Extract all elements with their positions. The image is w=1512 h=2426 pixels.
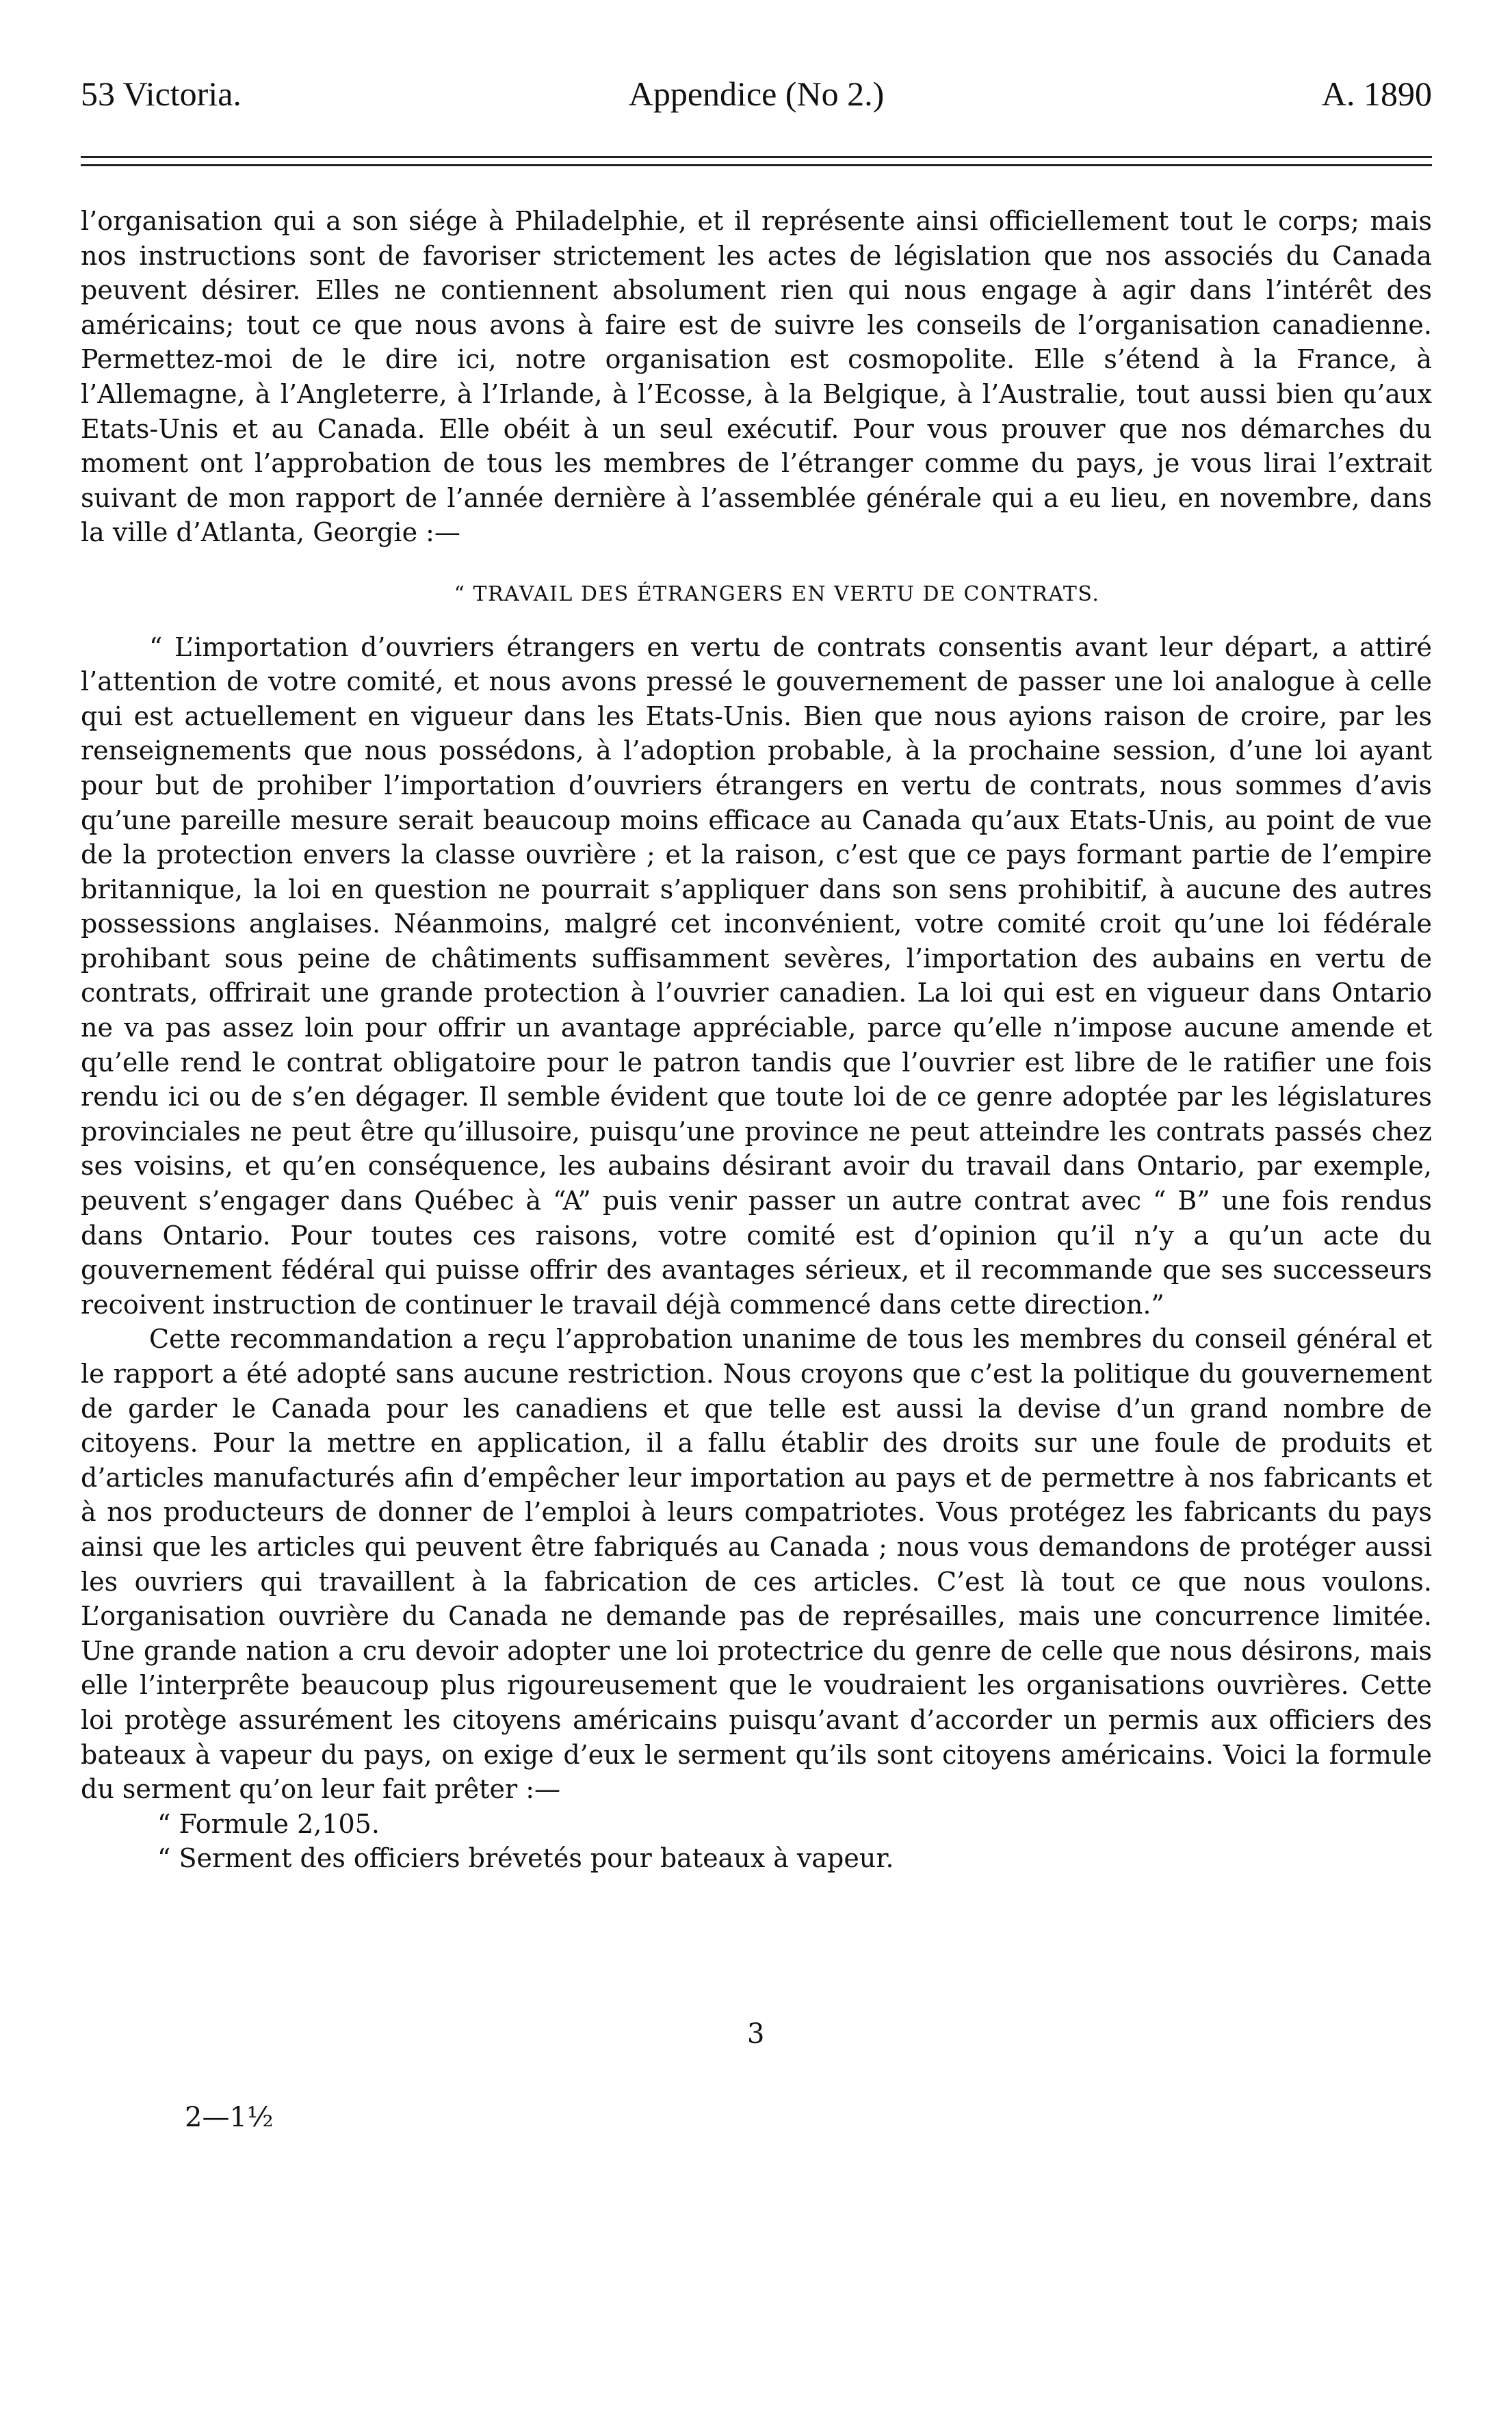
header-rule-top [81,156,1432,158]
page-header [81,74,1432,122]
header-session: 53 Victoria. [81,75,242,113]
header-rule-bottom [81,164,1432,166]
printer-signature-mark: 2—1½ [185,2102,274,2133]
page-number: 3 [747,2018,765,2050]
body-text [81,204,1432,1876]
header-year: A. 1890 [1321,75,1432,113]
paragraph-intro: l’organisation qui a son siége à Philadelphie, et il représente ainsi officiellement tout le corps; mais nos instructions sont de favoriser strictement les actes de législation que nos associés du Canada peuvent désirer. Elles ne contiennent absolument rien qui nous engage à agir dans l’intérêt des américains; tout ce que nous avons à faire est de suivre les conseils de l’organisation canadienne. Permettez-moi de le dire ici, notre organisation est cosmopolite. Elle s’étend à la France, à l’Allemagne, à l’Angleterre, à l’Irlande, à l’Ecosse, à la Belgique, à l’Australie, tout aussi bien qu’aux Etats-Unis et au Canada. Elle obéit à un seul exécutif. Pour vous prouver que nos démarches du moment ont l’approbation de tous les membres de l’étranger comme du pays, je vous lirai l’extrait suivant de mon rapport de l’année dernière à l’assemblée générale qui a eu lieu, en novembre, dans la ville d’Atlanta, Georgie :— [81,206,1432,548]
header-appendix: Appendice (No 2.) [628,75,885,113]
formula-title: “ Formule 2,105. [157,1808,380,1839]
section-heading: “ TRAVAIL DES ÉTRANGERS EN VERTU DE CONTRATS. [454,582,1100,606]
oath-title: “ Serment des officiers brévetés pour bateaux à vapeur. [157,1843,894,1874]
paragraph-report-quote: “ L’importation d’ouvriers étrangers en vertu de contrats consentis avant leur départ, a attiré l’attention de votre comité, et nous avons pressé le gouvernement de passer une loi analogue à celle qui est actuellement en vigueur dans les Etats-Unis. Bien que nous ayions raison de croire, par les renseignements que nous possédons, à l’adoption probable, à la prochaine session, d’une loi ayant pour but de prohiber l’importation d’ouvriers étrangers en vertu de contrats, nous sommes d’avis qu’une pareille mesure serait beaucoup moins efficace au Canada qu’aux Etats-Unis, au point de vue de la protection envers la classe ouvrière ; et la raison, c’est que ce pays formant partie de l’empire britannique, la loi en question ne pourrait s’appliquer dans son sens prohibitif, à aucune des autres possessions anglaises. Néanmoins, malgré cet inconvénient, votre comité croit qu’une loi fédérale prohibant sous peine de châtiments suffisamment sevères, l’importation des aubains en vertu de contrats, offrirait une grande protection à l’ouvrier canadien. La loi qui est en vigueur dans Ontario ne va pas assez loin pour offrir un avantage appréciable, parce qu’elle n’impose aucune amende et qu’elle rend le contrat obligatoire pour le patron tandis que l’ouvrier est libre de le ratifier une fois rendu ici ou de s’en dégager. Il semble évident que toute loi de ce genre adoptée par les législatures provinciales ne peut être qu’illusoire, puisqu’une province ne peut atteindre les contrats passés chez ses voisins, et qu’en conséquence, les aubains désirant avoir du travail dans Ontario, par exemple, peuvent s’engager dans Québec à “A” puis venir passer un autre contrat avec “ B” une fois rendus dans Ontario. Pour toutes ces raisons, votre comité est d’opinion qu’il n’y a qu’un acte du gouvernement fédéral qui puisse offrir des avantages sérieux, et il recommande que ses successeurs recoivent instruction de continuer le travail déjà commencé dans cette direction.” [81,631,1432,1320]
paragraph-recommendation: Cette recommandation a reçu l’approbation unanime de tous les membres du conseil général et le rapport a été adopté sans aucune restriction. Nous croyons que c’est la politique du gouvernement de garder le Canada pour les canadiens et que telle est aussi la devise d’un grand nombre de citoyens. Pour la mettre en application, il a fallu établir des droits sur une foule de produits et d’articles manufacturés afin d’empêcher leur importation au pays et de permettre à nos fabricants et à nos producteurs de donner de l’emploi à leurs compatriotes. Vous protégez les fabricants du pays ainsi que les articles qui peuvent être fabriqués au Canada ; nous vous demandons de protéger aussi les ouvriers qui travaillent à la fabrication de ces articles. C’est là tout ce que nous voulons. L’organisation ouvrière du Canada ne demande pas de représailles, mais une concurrence limitée. Une grande nation a cru devoir adopter une loi protectrice du genre de celle que nous désirons, mais elle l’interprête beaucoup plus rigoureusement que le voudraient les organisations ouvrières. Cette loi protège assurément les citoyens américains puisqu’avant d’accorder un permis aux officiers des bateaux à vapeur du pays, on exige d’eux le serment qu’ils sont citoyens américains. Voici la formule du serment qu’on leur fait prêter :— [81,1324,1432,1805]
